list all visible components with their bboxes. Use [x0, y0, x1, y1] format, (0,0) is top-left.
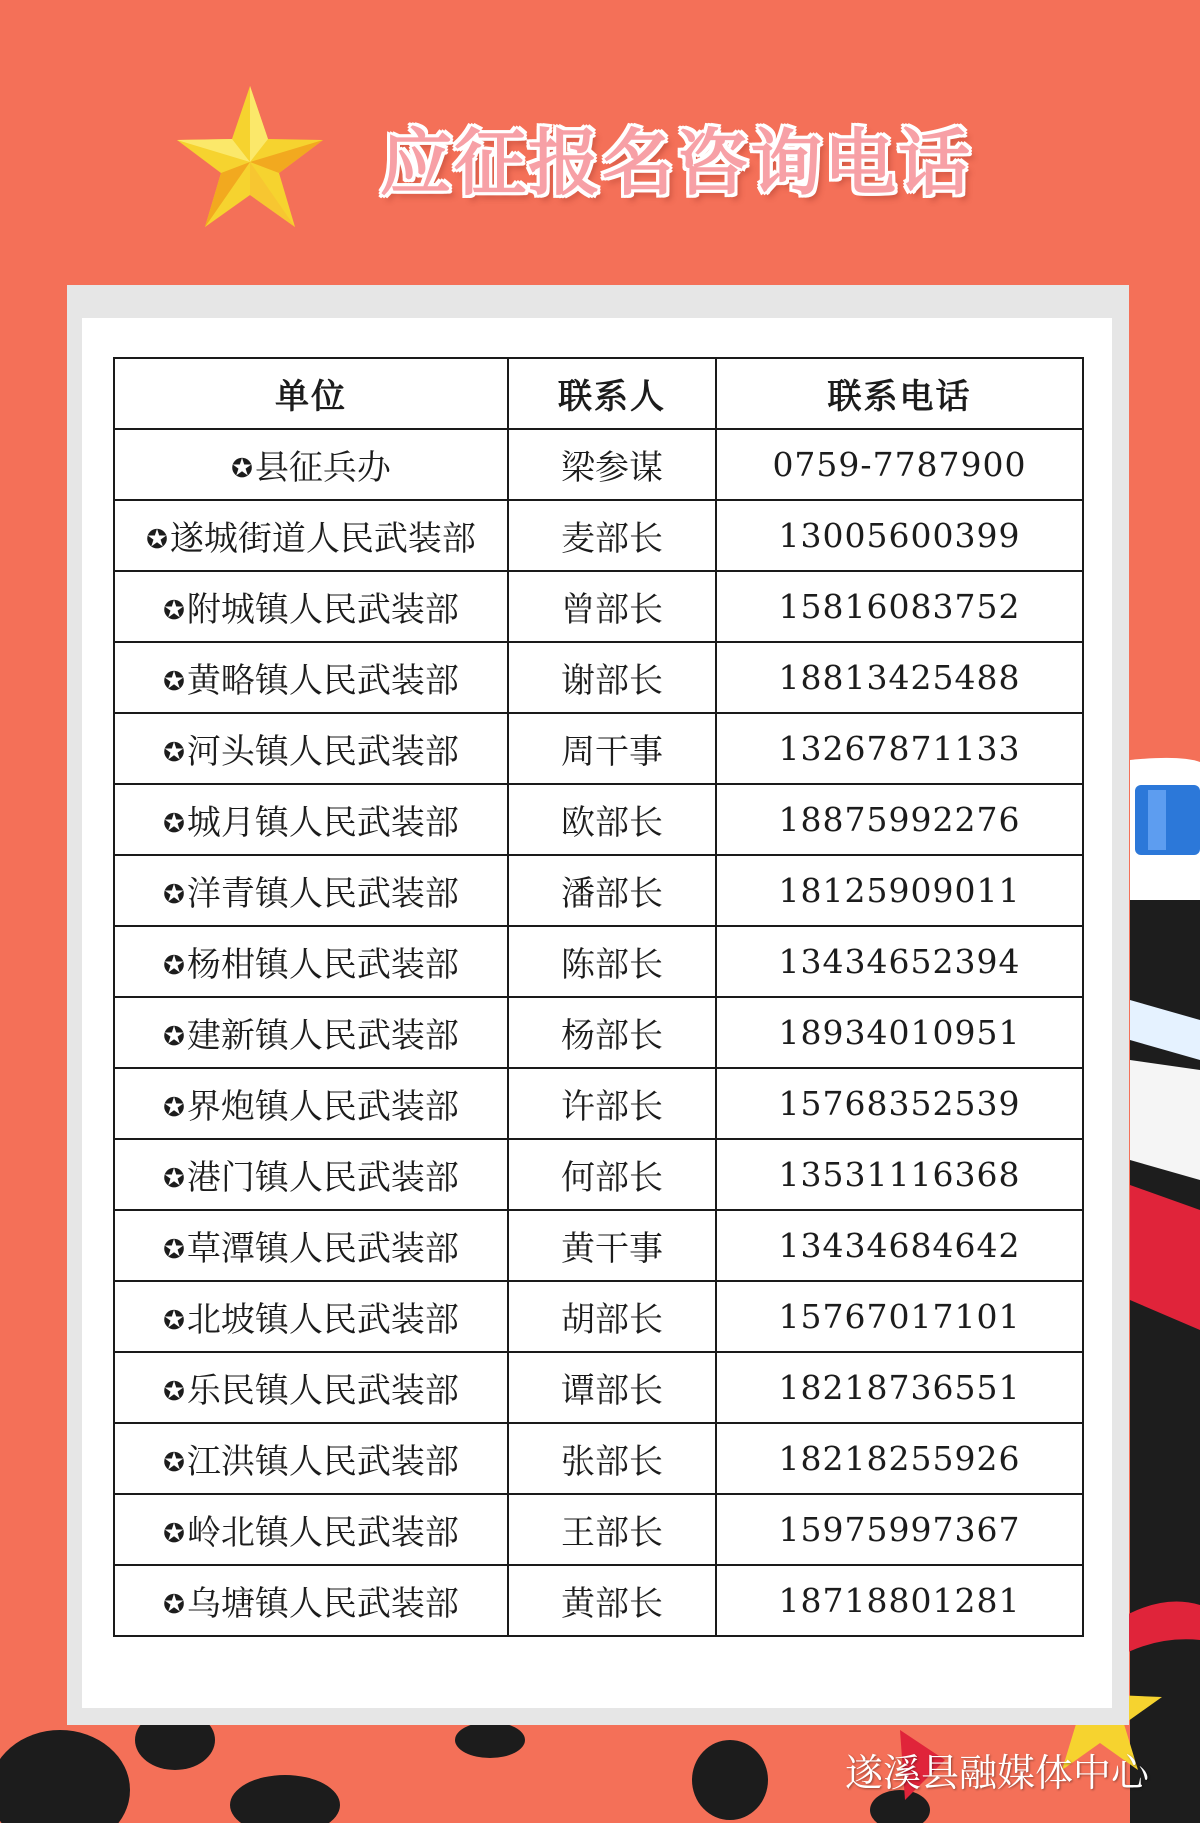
contact-cell: 许部长 — [508, 1068, 716, 1139]
unit-name: 黄略镇人民武装部 — [186, 661, 459, 701]
star-icon: ✪ — [163, 951, 185, 981]
phone-cell: 18718801281 — [716, 1565, 1083, 1636]
star-icon: ✪ — [163, 1093, 185, 1123]
phone-cell: 15975997367 — [716, 1494, 1083, 1565]
table-row — [114, 713, 1083, 784]
unit-cell — [114, 500, 508, 571]
phone-cell: 13005600399 — [716, 500, 1083, 571]
contact-cell: 陈部长 — [508, 926, 716, 997]
contact-cell: 梁参谋 — [508, 429, 716, 500]
table-row — [114, 1494, 1083, 1565]
star-icon: ✪ — [146, 525, 168, 555]
unit-cell — [114, 1281, 508, 1352]
polka-dots — [0, 1710, 930, 1823]
phone-cell: 18934010951 — [716, 997, 1083, 1068]
train-illustration — [1130, 758, 1200, 1823]
unit-name: 城月镇人民武装部 — [186, 803, 459, 843]
contact-cell: 潘部长 — [508, 855, 716, 926]
phone-cell: 15768352539 — [716, 1068, 1083, 1139]
page-title: 应征报名咨询电话 — [380, 121, 973, 205]
header-unit: 单位 — [114, 358, 508, 429]
contact-cell: 何部长 — [508, 1139, 716, 1210]
contact-cell: 欧部长 — [508, 784, 716, 855]
star-icon: ✪ — [163, 1448, 185, 1478]
star-icon: ✪ — [163, 1306, 185, 1336]
phone-cell: 18218255926 — [716, 1423, 1083, 1494]
star-icon: ✪ — [163, 1235, 185, 1265]
unit-name: 河头镇人民武装部 — [186, 732, 459, 772]
unit-name: 港门镇人民武装部 — [186, 1158, 459, 1198]
unit-cell — [114, 1423, 508, 1494]
table-row — [114, 926, 1083, 997]
unit-cell — [114, 1068, 508, 1139]
star-icon: ✪ — [163, 738, 185, 768]
phone-cell: 13267871133 — [716, 713, 1083, 784]
star-icon: ✪ — [163, 596, 185, 626]
unit-cell — [114, 1565, 508, 1636]
star-icon: ✪ — [163, 1590, 185, 1620]
contact-cell: 黄部长 — [508, 1565, 716, 1636]
header-phone: 联系电话 — [716, 358, 1083, 429]
table-row — [114, 1139, 1083, 1210]
table-header-row — [114, 358, 1083, 429]
table-row — [114, 1068, 1083, 1139]
unit-name: 建新镇人民武装部 — [186, 1016, 459, 1056]
contact-cell: 谭部长 — [508, 1352, 716, 1423]
star-icon: ✪ — [163, 809, 185, 839]
unit-name: 北坡镇人民武装部 — [186, 1300, 459, 1340]
unit-name: 县征兵办 — [254, 448, 391, 488]
contact-cell: 张部长 — [508, 1423, 716, 1494]
table-row — [114, 500, 1083, 571]
unit-name: 洋青镇人民武装部 — [186, 874, 459, 914]
unit-cell — [114, 926, 508, 997]
unit-cell — [114, 429, 508, 500]
table-row — [114, 855, 1083, 926]
contact-cell: 王部长 — [508, 1494, 716, 1565]
unit-name: 草潭镇人民武装部 — [186, 1229, 459, 1269]
phone-cell: 18125909011 — [716, 855, 1083, 926]
table-row — [114, 1423, 1083, 1494]
unit-name: 江洪镇人民武装部 — [186, 1442, 459, 1482]
table-row — [114, 1210, 1083, 1281]
unit-cell — [114, 997, 508, 1068]
table-row — [114, 784, 1083, 855]
table-row — [114, 1281, 1083, 1352]
unit-cell — [114, 642, 508, 713]
phone-cell: 13434684642 — [716, 1210, 1083, 1281]
contact-cell: 曾部长 — [508, 571, 716, 642]
unit-cell — [114, 713, 508, 784]
unit-cell — [114, 1494, 508, 1565]
contact-table — [113, 357, 1084, 1637]
contact-cell: 胡部长 — [508, 1281, 716, 1352]
header-contact: 联系人 — [508, 358, 716, 429]
phone-cell: 13434652394 — [716, 926, 1083, 997]
star-icon — [175, 84, 325, 230]
unit-cell — [114, 855, 508, 926]
phone-cell: 0759-7787900 — [716, 429, 1083, 500]
star-icon: ✪ — [163, 1022, 185, 1052]
unit-name: 附城镇人民武装部 — [186, 590, 459, 630]
star-icon: ✪ — [163, 1164, 185, 1194]
unit-name: 杨柑镇人民武装部 — [186, 945, 459, 985]
phone-cell: 13531116368 — [716, 1139, 1083, 1210]
unit-name: 岭北镇人民武装部 — [186, 1513, 459, 1553]
unit-name: 遂城街道人民武装部 — [169, 519, 476, 559]
table-row — [114, 1565, 1083, 1636]
table-row — [114, 1352, 1083, 1423]
star-icon: ✪ — [163, 880, 185, 910]
unit-name: 乐民镇人民武装部 — [186, 1371, 459, 1411]
contact-cell: 麦部长 — [508, 500, 716, 571]
contact-cell: 周干事 — [508, 713, 716, 784]
unit-cell — [114, 1210, 508, 1281]
table-row — [114, 571, 1083, 642]
unit-name: 乌塘镇人民武装部 — [186, 1584, 459, 1624]
table-row — [114, 429, 1083, 500]
watermark: 遂溪县融媒体中心 — [845, 1751, 1150, 1795]
contact-cell: 谢部长 — [508, 642, 716, 713]
unit-cell — [114, 1139, 508, 1210]
table-row — [114, 642, 1083, 713]
unit-cell — [114, 571, 508, 642]
star-icon: ✪ — [163, 1377, 185, 1407]
phone-cell: 15816083752 — [716, 571, 1083, 642]
unit-cell — [114, 784, 508, 855]
table-row — [114, 997, 1083, 1068]
contact-cell: 杨部长 — [508, 997, 716, 1068]
unit-name: 界炮镇人民武装部 — [186, 1087, 459, 1127]
star-icon: ✪ — [163, 1519, 185, 1549]
star-icon: ✪ — [231, 454, 253, 484]
unit-cell — [114, 1352, 508, 1423]
star-icon: ✪ — [163, 667, 185, 697]
phone-cell: 15767017101 — [716, 1281, 1083, 1352]
phone-cell: 18218736551 — [716, 1352, 1083, 1423]
phone-cell: 18875992276 — [716, 784, 1083, 855]
phone-cell: 18813425488 — [716, 642, 1083, 713]
contact-cell: 黄干事 — [508, 1210, 716, 1281]
